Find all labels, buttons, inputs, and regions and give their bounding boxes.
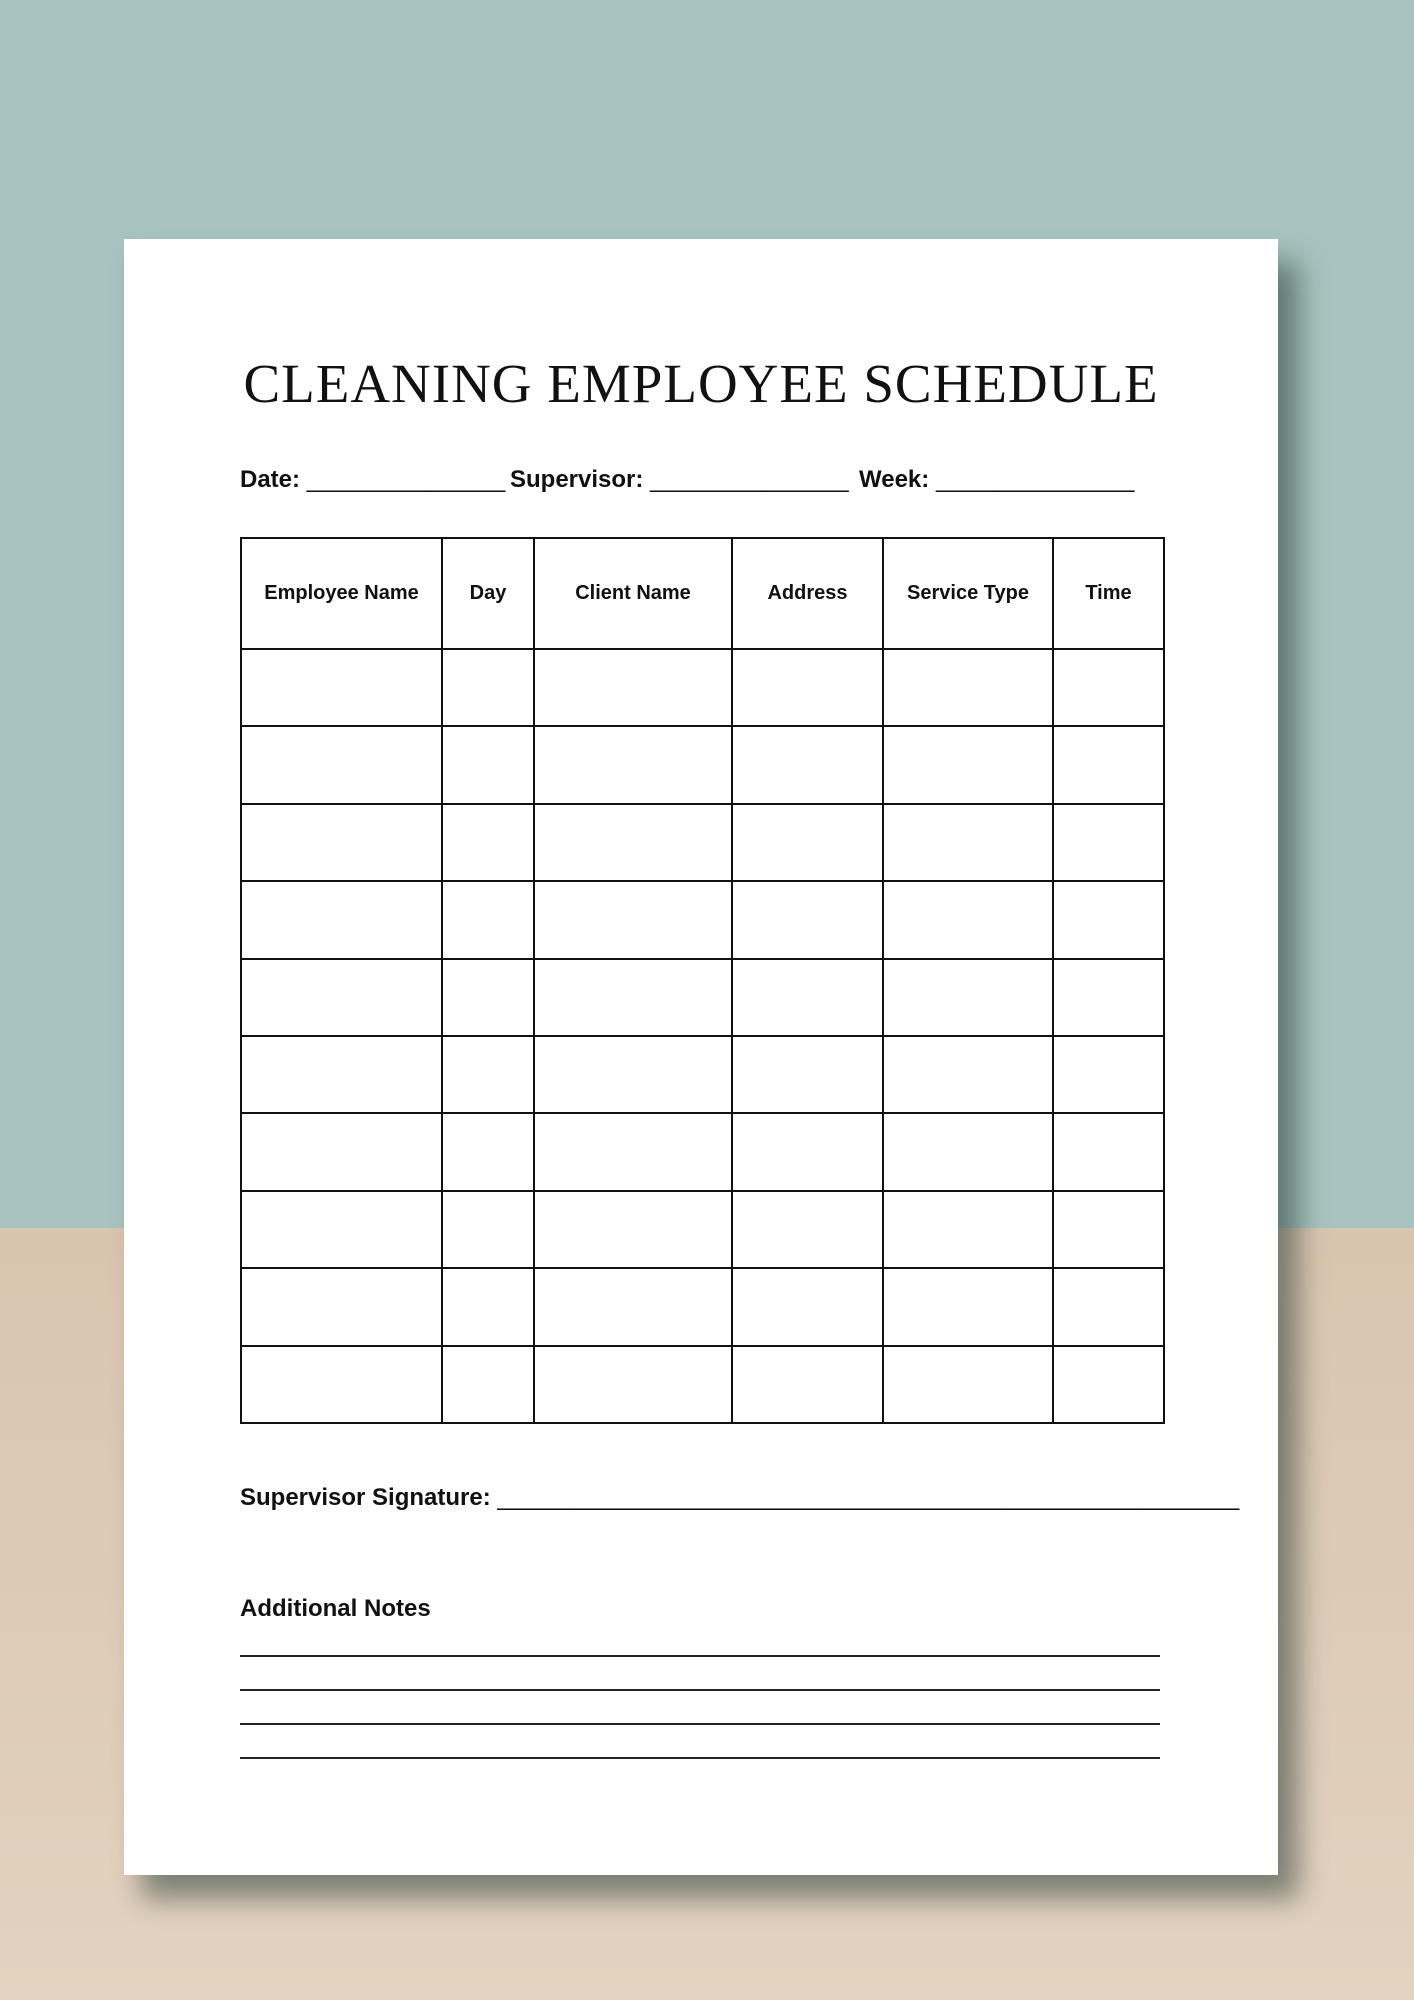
table-cell[interactable]: [1053, 804, 1164, 881]
page-title: CLEANING EMPLOYEE SCHEDULE: [243, 353, 1159, 414]
table-cell[interactable]: [883, 1268, 1053, 1345]
table-cell[interactable]: [442, 1191, 534, 1268]
column-header-client-name: Client Name: [534, 538, 732, 649]
table-cell[interactable]: [1053, 1191, 1164, 1268]
week-field[interactable]: [859, 466, 1134, 494]
table-cell[interactable]: [442, 804, 534, 881]
table-cell[interactable]: [732, 1346, 883, 1423]
table-cell[interactable]: [534, 881, 732, 958]
table-cell[interactable]: [534, 1036, 732, 1113]
table-cell[interactable]: [442, 1346, 534, 1423]
table-cell[interactable]: [241, 1268, 442, 1345]
table-cell[interactable]: [1053, 1346, 1164, 1423]
table-cell[interactable]: [442, 1268, 534, 1345]
table-row: [241, 1113, 1164, 1190]
table-cell[interactable]: [442, 649, 534, 726]
column-header-time: Time: [1053, 538, 1164, 649]
table-cell[interactable]: [1053, 881, 1164, 958]
table-cell[interactable]: [534, 959, 732, 1036]
table-cell[interactable]: [241, 1191, 442, 1268]
table-row: [241, 649, 1164, 726]
column-header-service-type: Service Type: [883, 538, 1053, 649]
table-cell[interactable]: [1053, 1268, 1164, 1345]
table-cell[interactable]: [534, 1268, 732, 1345]
week-input-line[interactable]: ________________: [935, 466, 1134, 493]
table-cell[interactable]: [1053, 1113, 1164, 1190]
table-row: [241, 726, 1164, 803]
table-cell[interactable]: [534, 804, 732, 881]
supervisor-label: Supervisor:: [510, 466, 644, 493]
supervisor-signature-line[interactable]: ____________________________________________________________: [497, 1484, 1239, 1511]
table-cell[interactable]: [883, 1036, 1053, 1113]
table-cell[interactable]: [442, 1036, 534, 1113]
table-cell[interactable]: [241, 881, 442, 958]
table-cell[interactable]: [732, 1113, 883, 1190]
table-cell[interactable]: [241, 1036, 442, 1113]
table-cell[interactable]: [883, 649, 1053, 726]
date-label: Date:: [240, 466, 301, 493]
notes-line[interactable]: [240, 1757, 1160, 1759]
supervisor-signature-label: Supervisor Signature:: [240, 1484, 491, 1511]
table-cell[interactable]: [534, 649, 732, 726]
additional-notes-label: Additional Notes: [240, 1595, 431, 1622]
table-row: [241, 881, 1164, 958]
table-cell[interactable]: [732, 1036, 883, 1113]
schedule-table: [240, 537, 1165, 1424]
column-header-address: Address: [732, 538, 883, 649]
table-cell[interactable]: [534, 1346, 732, 1423]
table-row: [241, 1191, 1164, 1268]
table-cell[interactable]: [732, 1268, 883, 1345]
supervisor-signature-field[interactable]: [240, 1484, 1238, 1512]
table-cell[interactable]: [883, 726, 1053, 803]
table-cell[interactable]: [883, 1113, 1053, 1190]
table-cell[interactable]: [883, 804, 1053, 881]
table-cell[interactable]: [534, 726, 732, 803]
week-label: Week:: [859, 466, 930, 493]
table-cell[interactable]: [732, 726, 883, 803]
table-cell[interactable]: [732, 1191, 883, 1268]
table-row: [241, 959, 1164, 1036]
column-header-employee-name: Employee Name: [241, 538, 442, 649]
table-cell[interactable]: [1053, 649, 1164, 726]
supervisor-input-line[interactable]: ________________: [650, 466, 848, 493]
table-cell[interactable]: [1053, 1036, 1164, 1113]
supervisor-field[interactable]: [510, 466, 848, 494]
table-cell[interactable]: [732, 649, 883, 726]
table-cell[interactable]: [732, 959, 883, 1036]
table-cell[interactable]: [241, 726, 442, 803]
table-cell[interactable]: [442, 959, 534, 1036]
table-cell[interactable]: [1053, 726, 1164, 803]
table-body: [241, 649, 1164, 1423]
table-cell[interactable]: [442, 726, 534, 803]
table-cell[interactable]: [241, 804, 442, 881]
table-cell[interactable]: [534, 1113, 732, 1190]
table-row: [241, 1036, 1164, 1113]
table-cell[interactable]: [442, 1113, 534, 1190]
date-field[interactable]: [240, 466, 504, 494]
notes-line[interactable]: [240, 1723, 1160, 1725]
table-cell[interactable]: [241, 959, 442, 1036]
column-header-day: Day: [442, 538, 534, 649]
table-cell[interactable]: [442, 881, 534, 958]
table-cell[interactable]: [732, 881, 883, 958]
table-cell[interactable]: [241, 1113, 442, 1190]
table-cell[interactable]: [883, 881, 1053, 958]
table-row: [241, 1268, 1164, 1345]
notes-line[interactable]: [240, 1655, 1160, 1657]
table-cell[interactable]: [883, 959, 1053, 1036]
table-cell[interactable]: [883, 1346, 1053, 1423]
date-input-line[interactable]: ________________: [306, 466, 505, 493]
table-row: [241, 1346, 1164, 1423]
table-cell[interactable]: [732, 804, 883, 881]
table-cell[interactable]: [1053, 959, 1164, 1036]
table-cell[interactable]: [241, 1346, 442, 1423]
table-cell[interactable]: [241, 649, 442, 726]
table-row: [241, 804, 1164, 881]
table-cell[interactable]: [534, 1191, 732, 1268]
notes-line[interactable]: [240, 1689, 1160, 1691]
table-header-row: [241, 538, 1164, 649]
table-cell[interactable]: [883, 1191, 1053, 1268]
